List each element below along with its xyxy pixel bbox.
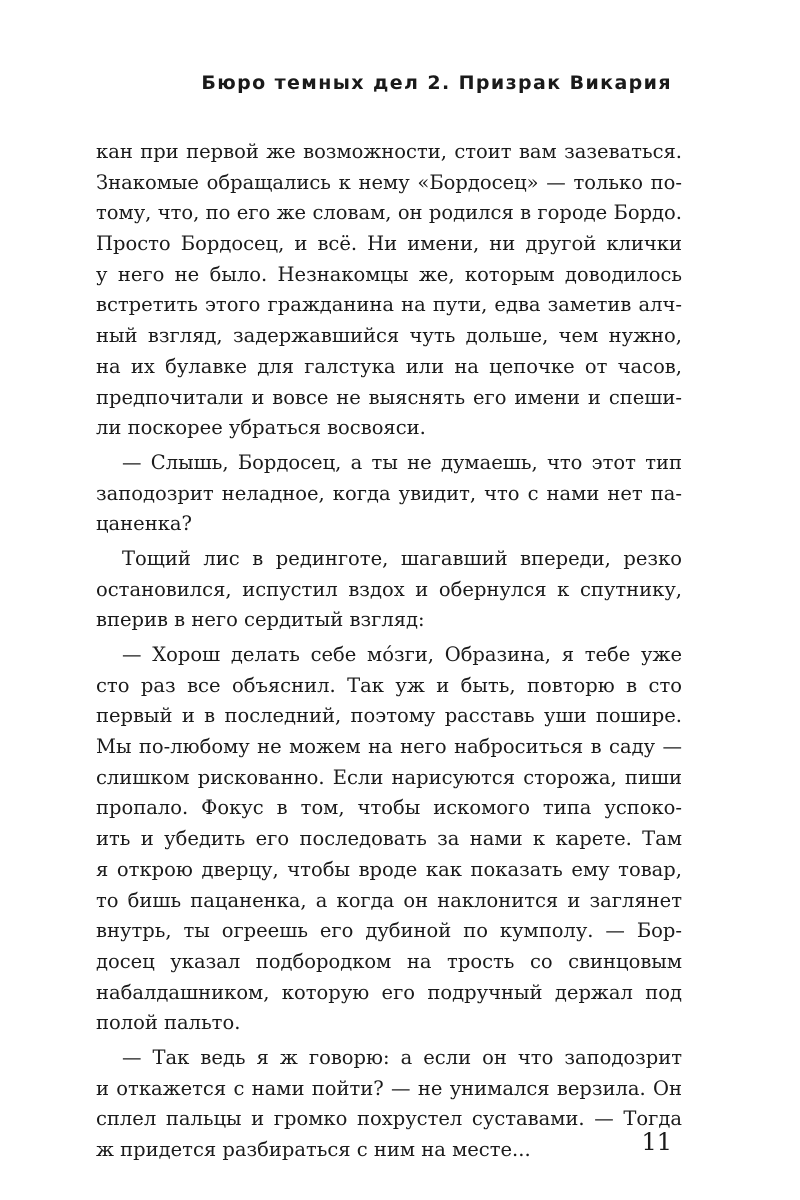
text-line: досец указал подбородком на трость со свинцовым [96, 949, 682, 973]
paragraph [96, 137, 682, 444]
body-text [96, 137, 682, 1166]
text-line: полой пальто. [96, 1011, 241, 1035]
paragraph [96, 1043, 682, 1166]
paragraph [96, 544, 682, 636]
text-line: Просто Бордосец, и всё. Ни имени, ни другой клички [96, 232, 682, 256]
text-line: ли поскорее убраться восвояси. [96, 416, 426, 440]
text-line: пропало. Фокус в том, чтобы искомого типа успоко- [96, 796, 682, 820]
text-line: ить и убедить его последовать за нами к карете. Там [96, 827, 682, 851]
text-line: Тощий лис в рединготе, шагавший впереди, резко [122, 546, 682, 570]
text-line: первый и в последний, поэтому расставь уши пошире. [96, 704, 682, 728]
running-title: Бюро темных дел 2. Призрак Викария [201, 72, 672, 94]
text-line: встретить этого гражданина на пути, едва заметив алч- [96, 293, 682, 317]
text-line: Мы по-любому не можем на него наброситься в саду — [96, 735, 682, 759]
text-line: сто раз все объяснил. Так уж и быть, повторю в сто [96, 673, 682, 697]
text-line: заподозрит неладное, когда увидит, что с нами нет па- [96, 481, 682, 505]
text-line: — Слышь, Бордосец, а ты не думаешь, что этот тип [122, 450, 682, 474]
text-line: и откажется с нами пойти? — не унимался верзила. Он [96, 1076, 682, 1100]
text-line: ный взгляд, задержавшийся чуть дольше, чем нужно, [96, 324, 682, 348]
text-line: кан при первой же возможности, стоит вам зазеваться. [96, 140, 682, 163]
text-line: ж придется разбираться с ним на месте... [96, 1138, 531, 1161]
text-line: слишком рискованно. Если нарисуются сторожа, пиши [96, 765, 682, 789]
paragraph [96, 448, 682, 540]
text-line: тому, что, по его же словам, он родился в городе Бордо. [96, 201, 682, 225]
text-line: у него не было. Незнакомцы же, которым доводилось [96, 262, 682, 286]
text-line: остановился, испустил вздох и обернулся к спутнику, [96, 577, 682, 601]
text-line: внутрь, ты огреешь его дубиной по кумполу. — Бор- [96, 919, 682, 943]
text-line: — Хорош делать себе мóзги, Образина, я тебе уже [122, 643, 682, 666]
text-line: — Так ведь я ж говорю: а если он что заподозрит [122, 1045, 682, 1069]
text-line: Знакомые обращались к нему «Бордосец» — только по- [96, 170, 682, 194]
text-line: набалдашником, которую его подручный держал под [96, 980, 682, 1004]
paragraph [96, 640, 682, 1039]
text-line: предпочитали и вовсе не выяснять его имени и спеши- [96, 385, 682, 409]
text-line: я открою дверцу, чтобы вроде как показать ему товар, [96, 857, 682, 881]
text-line: то бишь пацаненка, а когда он наклонится и заглянет [96, 888, 682, 912]
text-line: на их булавке для галстука или на цепочке от часов, [96, 354, 682, 378]
text-line: сплел пальцы и громко похрустел суставами. — Тогда [96, 1107, 682, 1131]
text-line: вперив в него сердитый взгляд: [96, 608, 425, 632]
page-number: 11 [641, 1128, 672, 1156]
text-line: цаненка? [96, 512, 192, 536]
